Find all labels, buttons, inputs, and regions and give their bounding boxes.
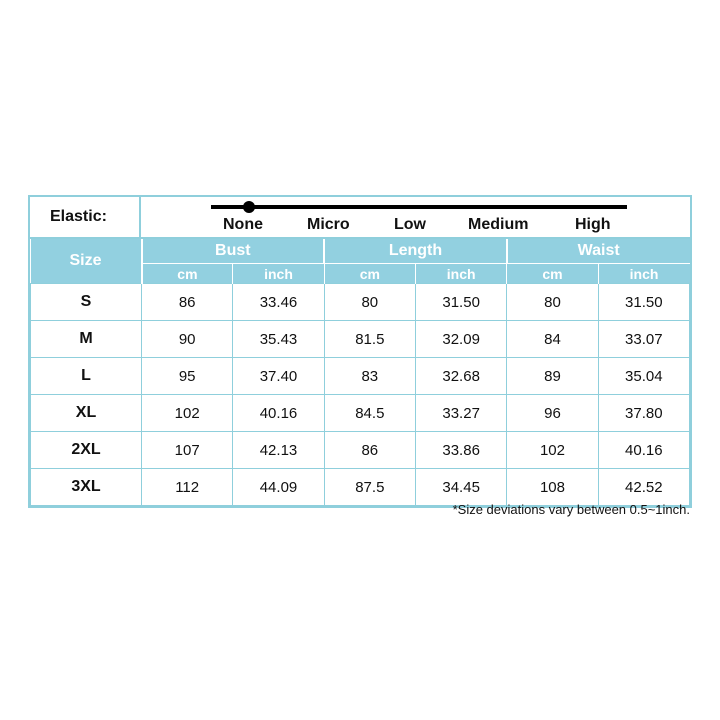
size-cell: S [31,284,142,321]
elastic-label: Elastic: [30,197,141,237]
table-cell: 90 [142,321,233,358]
size-cell: XL [31,395,142,432]
table-cell: 35.04 [598,358,689,395]
elastic-scale [141,197,690,237]
table-cell: 81.5 [324,321,415,358]
table-row [31,284,690,321]
table-cell: 102 [507,432,598,469]
elastic-level-none: None [223,216,263,233]
table-cell: 33.46 [233,284,324,321]
size-cell: 3XL [31,469,142,506]
table-cell: 42.13 [233,432,324,469]
table-cell: 84.5 [324,395,415,432]
table-cell: 86 [324,432,415,469]
table-row [31,321,690,358]
table-cell: 33.86 [415,432,506,469]
elastic-row [30,197,690,239]
unit-header: cm [324,264,415,284]
bust-header: Bust [142,239,325,264]
table-cell: 32.09 [415,321,506,358]
table-cell: 37.40 [233,358,324,395]
table-cell: 35.43 [233,321,324,358]
waist-header: Waist [507,239,690,264]
table-cell: 89 [507,358,598,395]
table-row [31,469,690,506]
table-cell: 80 [324,284,415,321]
table-cell: 95 [142,358,233,395]
table-cell: 40.16 [233,395,324,432]
length-header: Length [324,239,507,264]
table-cell: 33.07 [598,321,689,358]
table-cell: 112 [142,469,233,506]
unit-header: cm [142,264,233,284]
elastic-level-micro: Micro [307,216,350,233]
table-cell: 42.52 [598,469,689,506]
elastic-level-high: High [575,216,611,233]
size-chart [28,195,692,508]
table-cell: 32.68 [415,358,506,395]
table-cell: 40.16 [598,432,689,469]
table-cell: 44.09 [233,469,324,506]
size-header: Size [31,239,142,284]
table-cell: 34.45 [415,469,506,506]
unit-header: inch [233,264,324,284]
table-row [31,358,690,395]
unit-header: inch [598,264,689,284]
table-cell: 31.50 [415,284,506,321]
table-cell: 107 [142,432,233,469]
table-cell: 102 [142,395,233,432]
elastic-level-medium: Medium [468,216,529,233]
table-cell: 87.5 [324,469,415,506]
size-cell: 2XL [31,432,142,469]
elastic-selected-marker [243,201,255,213]
size-table [30,239,690,506]
table-row [31,395,690,432]
size-deviation-footnote: *Size deviations vary between 0.5~1inch. [452,502,690,517]
table-cell: 80 [507,284,598,321]
table-cell: 33.27 [415,395,506,432]
table-cell: 96 [507,395,598,432]
table-cell: 108 [507,469,598,506]
table-cell: 31.50 [598,284,689,321]
size-cell: L [31,358,142,395]
table-cell: 84 [507,321,598,358]
table-row [31,432,690,469]
unit-header: cm [507,264,598,284]
table-cell: 86 [142,284,233,321]
table-cell: 37.80 [598,395,689,432]
elastic-level-low: Low [394,216,426,233]
group-header-row [31,239,690,264]
table-cell: 83 [324,358,415,395]
unit-header: inch [415,264,506,284]
size-cell: M [31,321,142,358]
size-table-body [31,284,690,506]
elastic-scale-line [211,205,627,209]
